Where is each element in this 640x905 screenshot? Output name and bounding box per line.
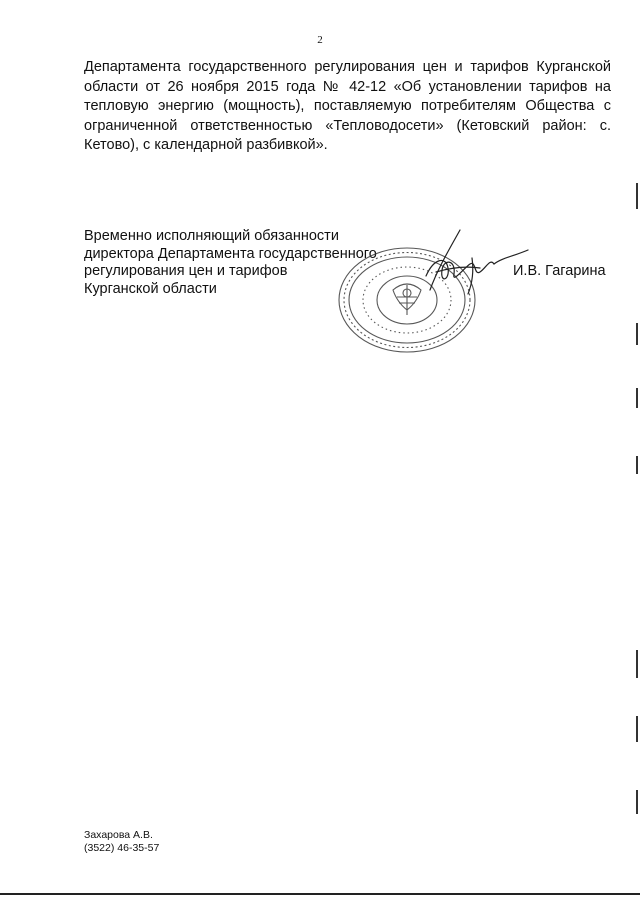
scan-edge-mark bbox=[636, 456, 638, 474]
scan-edge-mark bbox=[636, 183, 638, 209]
signatory-title-line: директора Департамента государственного bbox=[84, 245, 377, 262]
scan-edge-mark bbox=[636, 650, 638, 678]
signatory-title-line: Временно исполняющий обязанности bbox=[84, 228, 339, 244]
signatory-title-line: регулирования цен и тарифов bbox=[84, 263, 288, 279]
page-number: 2 bbox=[317, 34, 323, 46]
contact-person: Захарова А.В. bbox=[84, 829, 153, 841]
contact-phone: (3522) 46-35-57 bbox=[84, 842, 160, 854]
scan-edge-mark bbox=[636, 323, 638, 345]
scan-edge-mark bbox=[636, 388, 638, 408]
bottom-page-edge bbox=[0, 893, 640, 895]
signatory-title-line: Курганской области bbox=[84, 280, 217, 297]
body-paragraph: Департамента государственного регулирования цен и тарифов Курганской области от 26 ноября 2015 года № 42-12 «Об установлении тарифов на тепловую энергию (мощность), поставляемую потребителям Общества с ограниченной ответственностью «Тепловодосети» (Кетовский район: с. Кетово), с календарной разбивкой». bbox=[84, 59, 611, 153]
contact-info bbox=[84, 829, 159, 855]
scan-edge-mark bbox=[636, 716, 638, 742]
handwritten-signature-icon bbox=[390, 228, 530, 298]
scan-edge-mark bbox=[636, 790, 638, 814]
signatory-name: И.В. Гагарина bbox=[513, 263, 606, 279]
